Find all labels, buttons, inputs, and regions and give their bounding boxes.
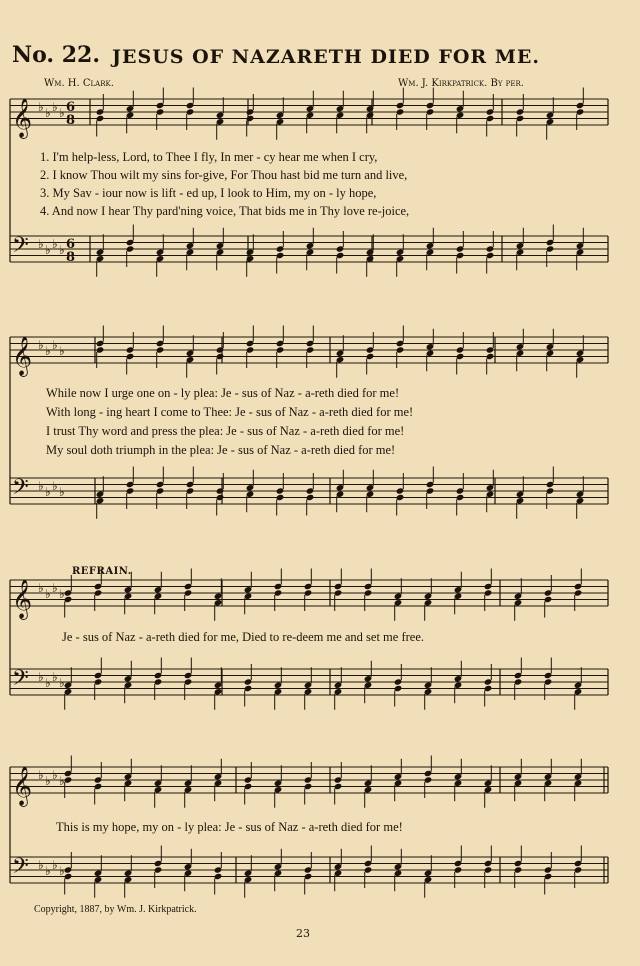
flat-icon: ♭ xyxy=(38,858,44,872)
time-signature-top: 6 xyxy=(66,100,76,115)
flat-icon: ♭ xyxy=(52,338,58,352)
flat-icon: ♭ xyxy=(52,100,58,114)
flat-icon: ♭ xyxy=(59,344,65,358)
flat-icon: ♭ xyxy=(59,864,65,878)
flat-icon: ♭ xyxy=(45,106,51,120)
flat-icon: ♭ xyxy=(45,243,51,257)
composer-credit: Wm. J. Kirkpatrick. By per. xyxy=(398,78,524,89)
treble-clef-icon: 𝄞 xyxy=(12,766,33,806)
flat-icon: ♭ xyxy=(52,237,58,251)
bass-clef-icon: 𝄢 xyxy=(12,666,29,696)
bass-clef-icon: 𝄢 xyxy=(12,233,29,263)
flat-icon: ♭ xyxy=(38,237,44,251)
lyricist-credit: Wm. H. Clark. xyxy=(44,78,114,89)
flat-icon: ♭ xyxy=(38,768,44,782)
flat-icon: ♭ xyxy=(38,479,44,493)
flat-icon: ♭ xyxy=(38,670,44,684)
treble-clef-icon: 𝄞 xyxy=(12,98,33,138)
flat-icon: ♭ xyxy=(59,485,65,499)
verse-4-line-1: 4. And now I hear Thy pard'ning voice, That bids me in Thy love re-joice, xyxy=(40,204,410,218)
verse-3-line-1: 3. My Sav - iour now is lift - ed up, I look to Him, my on - ly hope, xyxy=(40,186,377,200)
hymn-number: No. 22. xyxy=(12,42,100,68)
bass-clef-icon: 𝄢 xyxy=(12,854,29,884)
refrain-line-2: This is my hope, my on - ly plea: Je - sus of Naz - a-reth died for me! xyxy=(56,820,403,834)
refrain-line-1: Je - sus of Naz - a-reth died for me, Died to re-deem me and set me free. xyxy=(62,630,424,644)
flat-icon: ♭ xyxy=(45,774,51,788)
flat-icon: ♭ xyxy=(59,106,65,120)
verse-2-line-1: 2. I know Thou wilt my sins for-give, For Thou hast bid me turn and live, xyxy=(40,168,408,182)
bass-clef-icon: 𝄢 xyxy=(12,475,29,505)
flat-icon: ♭ xyxy=(52,768,58,782)
flat-icon: ♭ xyxy=(52,581,58,595)
flat-icon: ♭ xyxy=(45,676,51,690)
verse-1-line-1: 1. I'm help-less, Lord, to Thee I fly, In mer - cy hear me when I cry, xyxy=(40,150,378,164)
flat-icon: ♭ xyxy=(45,864,51,878)
time-signature-bottom: 8 xyxy=(66,113,76,128)
verse-2-line-2: With long - ing heart I come to Thee: Je - sus of Naz - a-reth died for me! xyxy=(46,405,414,419)
page-number: 23 xyxy=(296,927,310,940)
treble-clef-icon: 𝄞 xyxy=(12,579,33,619)
flat-icon: ♭ xyxy=(59,587,65,601)
time-signature-bottom: 8 xyxy=(66,250,76,265)
flat-icon: ♭ xyxy=(52,670,58,684)
treble-clef-icon: 𝄞 xyxy=(12,336,33,376)
flat-icon: ♭ xyxy=(38,100,44,114)
verse-1-line-2: While now I urge one on - ly plea: Je - sus of Naz - a-reth died for me! xyxy=(46,386,400,400)
time-signature-top: 6 xyxy=(66,237,76,252)
flat-icon: ♭ xyxy=(52,858,58,872)
flat-icon: ♭ xyxy=(52,479,58,493)
flat-icon: ♭ xyxy=(45,485,51,499)
flat-icon: ♭ xyxy=(45,587,51,601)
flat-icon: ♭ xyxy=(38,338,44,352)
copyright-notice: Copyright, 1887, by Wm. J. Kirkpatrick. xyxy=(34,904,197,915)
hymn-title: JESUS OF NAZARETH DIED FOR ME. xyxy=(112,46,540,68)
flat-icon: ♭ xyxy=(59,774,65,788)
refrain-label: REFRAIN. xyxy=(72,566,132,577)
verse-3-line-2: I trust Thy word and press the plea: Je - sus of Naz - a-reth died for me! xyxy=(46,424,405,438)
flat-icon: ♭ xyxy=(38,581,44,595)
verse-4-line-2: My soul doth triumph in the plea: Je - sus of Naz - a-reth died for me! xyxy=(46,443,396,457)
flat-icon: ♭ xyxy=(45,344,51,358)
flat-icon: ♭ xyxy=(59,676,65,690)
flat-icon: ♭ xyxy=(59,243,65,257)
